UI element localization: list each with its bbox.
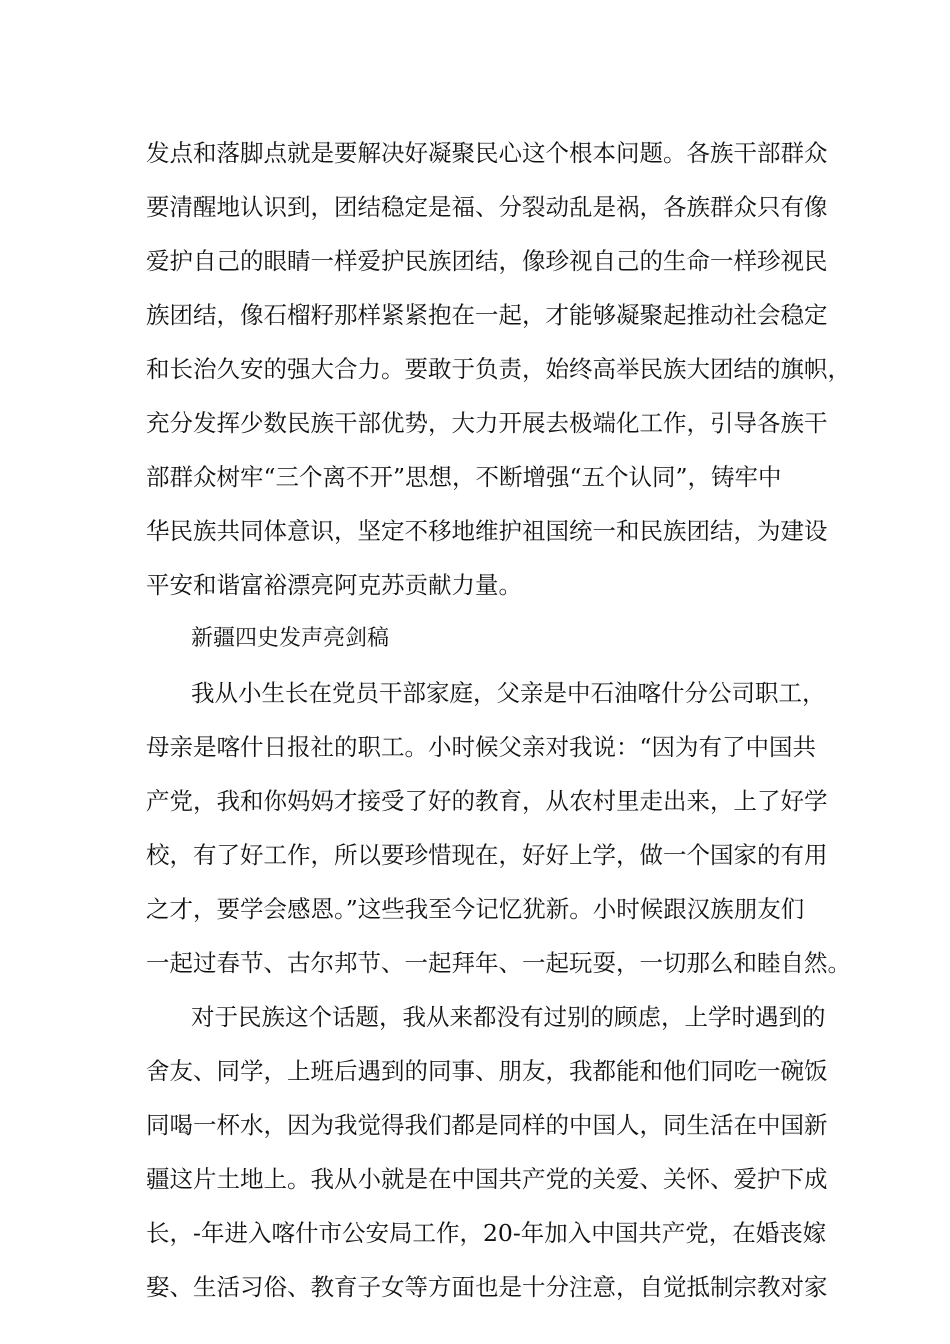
text-line-18: 舍友、同学，上班后遇到的同事、朋友，我都能和他们同吃一碗饭 [146,1057,828,1085]
text-line-16: 一起过春节、古尔邦节、一起拜年、一起玩耍，一切那么和睦自然。 [146,949,851,977]
text-line-12: 母亲是喀什日报社的职工。小时候父亲对我说：“因为有了中国共 [146,733,817,761]
text-line-15: 之才，要学会感恩。”这些我至今记忆犹新。小时候跟汉族朋友们 [146,895,805,923]
text-line-20: 疆这片土地上。我从小就是在中国共产党的关爱、关怀、爱护下成 [146,1165,828,1193]
text-line-6: 充分发挥少数民族干部优势，大力开展去极端化工作，引导各族干 [146,409,828,437]
paragraph-start-line: 我从小生长在党员干部家庭，父亲是中石油喀什分公司职工， [191,679,826,707]
text-line-5: 和长治久安的强大合力。要敢于负责，始终高举民族大团结的旗帜， [146,355,851,383]
text-line-3: 爱护自己的眼睛一样爱护民族团结，像珍视自己的生命一样珍视民 [146,247,828,275]
text-line-13: 产党，我和你妈妈才接受了好的教育，从农村里走出来，上了好学 [146,787,828,815]
text-line-19: 同喝一杯水，因为我觉得我们都是同样的中国人，同生活在中国新 [146,1111,828,1139]
text-line-1: 发点和落脚点就是要解决好凝聚民心这个根本问题。各族干部群众 [146,139,828,167]
text-line-7: 部群众树牢“三个离不开”思想，不断增强“五个认同”，铸牢中 [146,463,782,491]
text-line-9: 平安和谐富裕漂亮阿克苏贡献力量。 [146,571,522,599]
text-line-22: 娶、生活习俗、教育子女等方面也是十分注意，自觉抵制宗教对家 [146,1273,828,1301]
paragraph-start-line: 对于民族这个话题，我从来都没有过别的顾虑，上学时遇到的 [191,1003,826,1031]
text-line-2: 要清醒地认识到，团结稳定是福、分裂动乱是祸，各族群众只有像 [146,193,828,221]
section-heading: 新疆四史发声亮剑稿 [191,626,390,651]
text-line-21: 长，-年进入喀什市公安局工作，20-年加入中国共产党，在婚丧嫁 [146,1219,827,1247]
text-line-4: 族团结，像石榴籽那样紧紧抱在一起，才能够凝聚起推动社会稳定 [146,301,828,329]
text-line-14: 校，有了好工作，所以要珍惜现在，好好上学，做一个国家的有用 [146,841,828,869]
text-line-8: 华民族共同体意识，坚定不移地维护祖国统一和民族团结，为建设 [146,517,828,545]
